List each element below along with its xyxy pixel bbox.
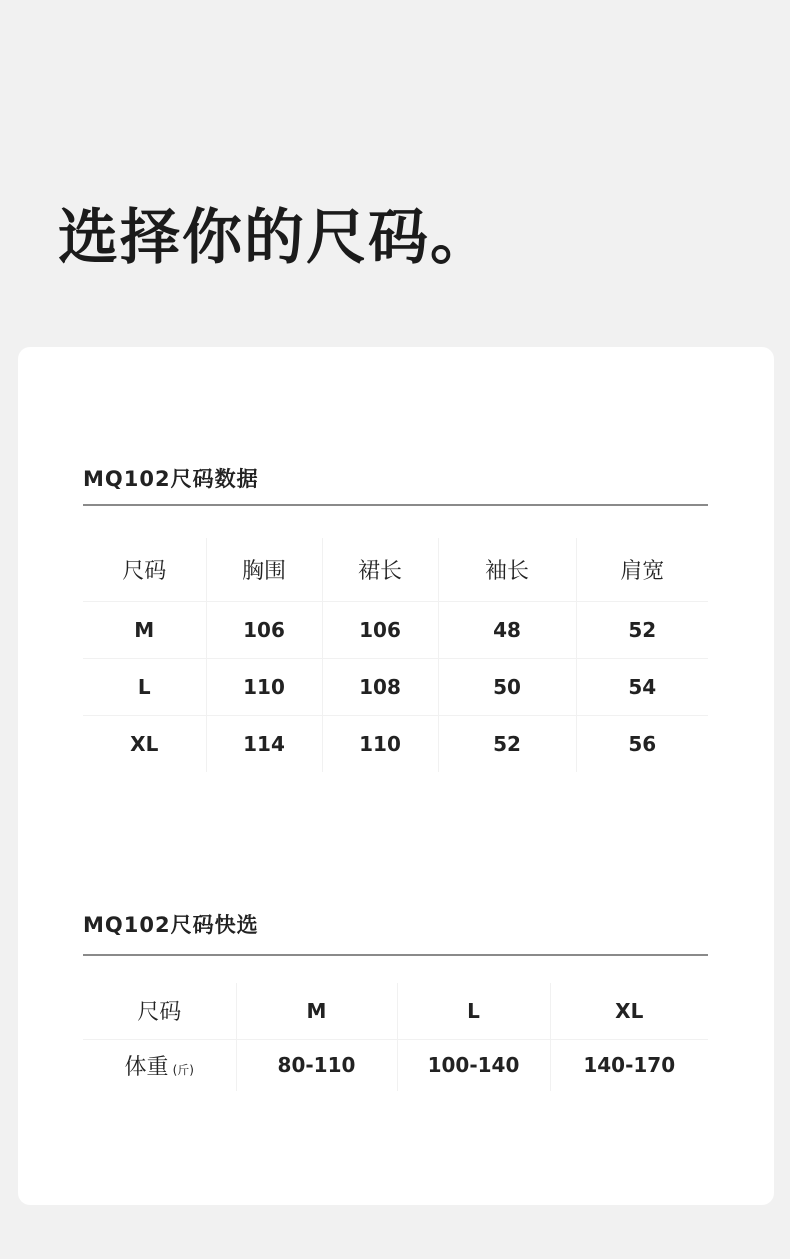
header-dress-length: 裙长 <box>322 538 438 601</box>
bust-cell: 110 <box>206 658 322 715</box>
dress-length-cell: 110 <box>322 715 438 772</box>
size-cell: M <box>83 601 206 658</box>
weight-range-xl: 140-170 <box>583 1053 676 1078</box>
quick-size-l: L <box>397 983 550 1039</box>
table-row <box>83 601 708 658</box>
quick-size-xl: XL <box>550 983 708 1039</box>
quick-select-table <box>83 983 708 1091</box>
header-sleeve-length: 袖长 <box>438 538 576 601</box>
weight-range-l: 100-140 <box>397 1039 550 1091</box>
shoulder-width-cell: 54 <box>576 658 708 715</box>
bust-cell: 114 <box>206 715 322 772</box>
table-row <box>83 1039 708 1091</box>
quick-select-divider <box>83 954 708 956</box>
page-title: 选择你的尺码。 <box>58 203 492 273</box>
quick-size-label: 尺码 <box>83 983 236 1039</box>
size-chart-title: MQ102尺码数据 <box>83 467 259 491</box>
dress-length-cell: 106 <box>322 601 438 658</box>
quick-select-title: MQ102尺码快选 <box>83 913 259 937</box>
weight-label: 体重 <box>124 1054 169 1080</box>
header-bust: 胸围 <box>206 538 322 601</box>
size-chart-table <box>83 538 708 772</box>
header-shoulder-width: 肩宽 <box>576 538 708 601</box>
header-size: 尺码 <box>83 538 206 601</box>
shoulder-width-cell: 52 <box>576 601 708 658</box>
weight-label-cell <box>83 1039 236 1091</box>
size-card <box>18 347 774 1205</box>
size-cell: L <box>83 658 206 715</box>
sleeve-length-cell: 50 <box>438 658 576 715</box>
quick-size-m: M <box>236 983 397 1039</box>
dress-length-cell: 108 <box>322 658 438 715</box>
sleeve-length-cell: 48 <box>438 601 576 658</box>
size-chart-header-row <box>83 538 708 601</box>
table-row <box>83 658 708 715</box>
table-row <box>83 715 708 772</box>
size-cell: XL <box>83 715 206 772</box>
sleeve-length-cell: 52 <box>438 715 576 772</box>
quick-select-header-row <box>83 983 708 1039</box>
weight-unit: (斤) <box>172 1062 194 1077</box>
shoulder-width-cell: 56 <box>628 731 657 756</box>
weight-range-m: 80-110 <box>236 1039 397 1091</box>
size-chart-divider <box>83 504 708 506</box>
bust-cell: 106 <box>206 601 322 658</box>
